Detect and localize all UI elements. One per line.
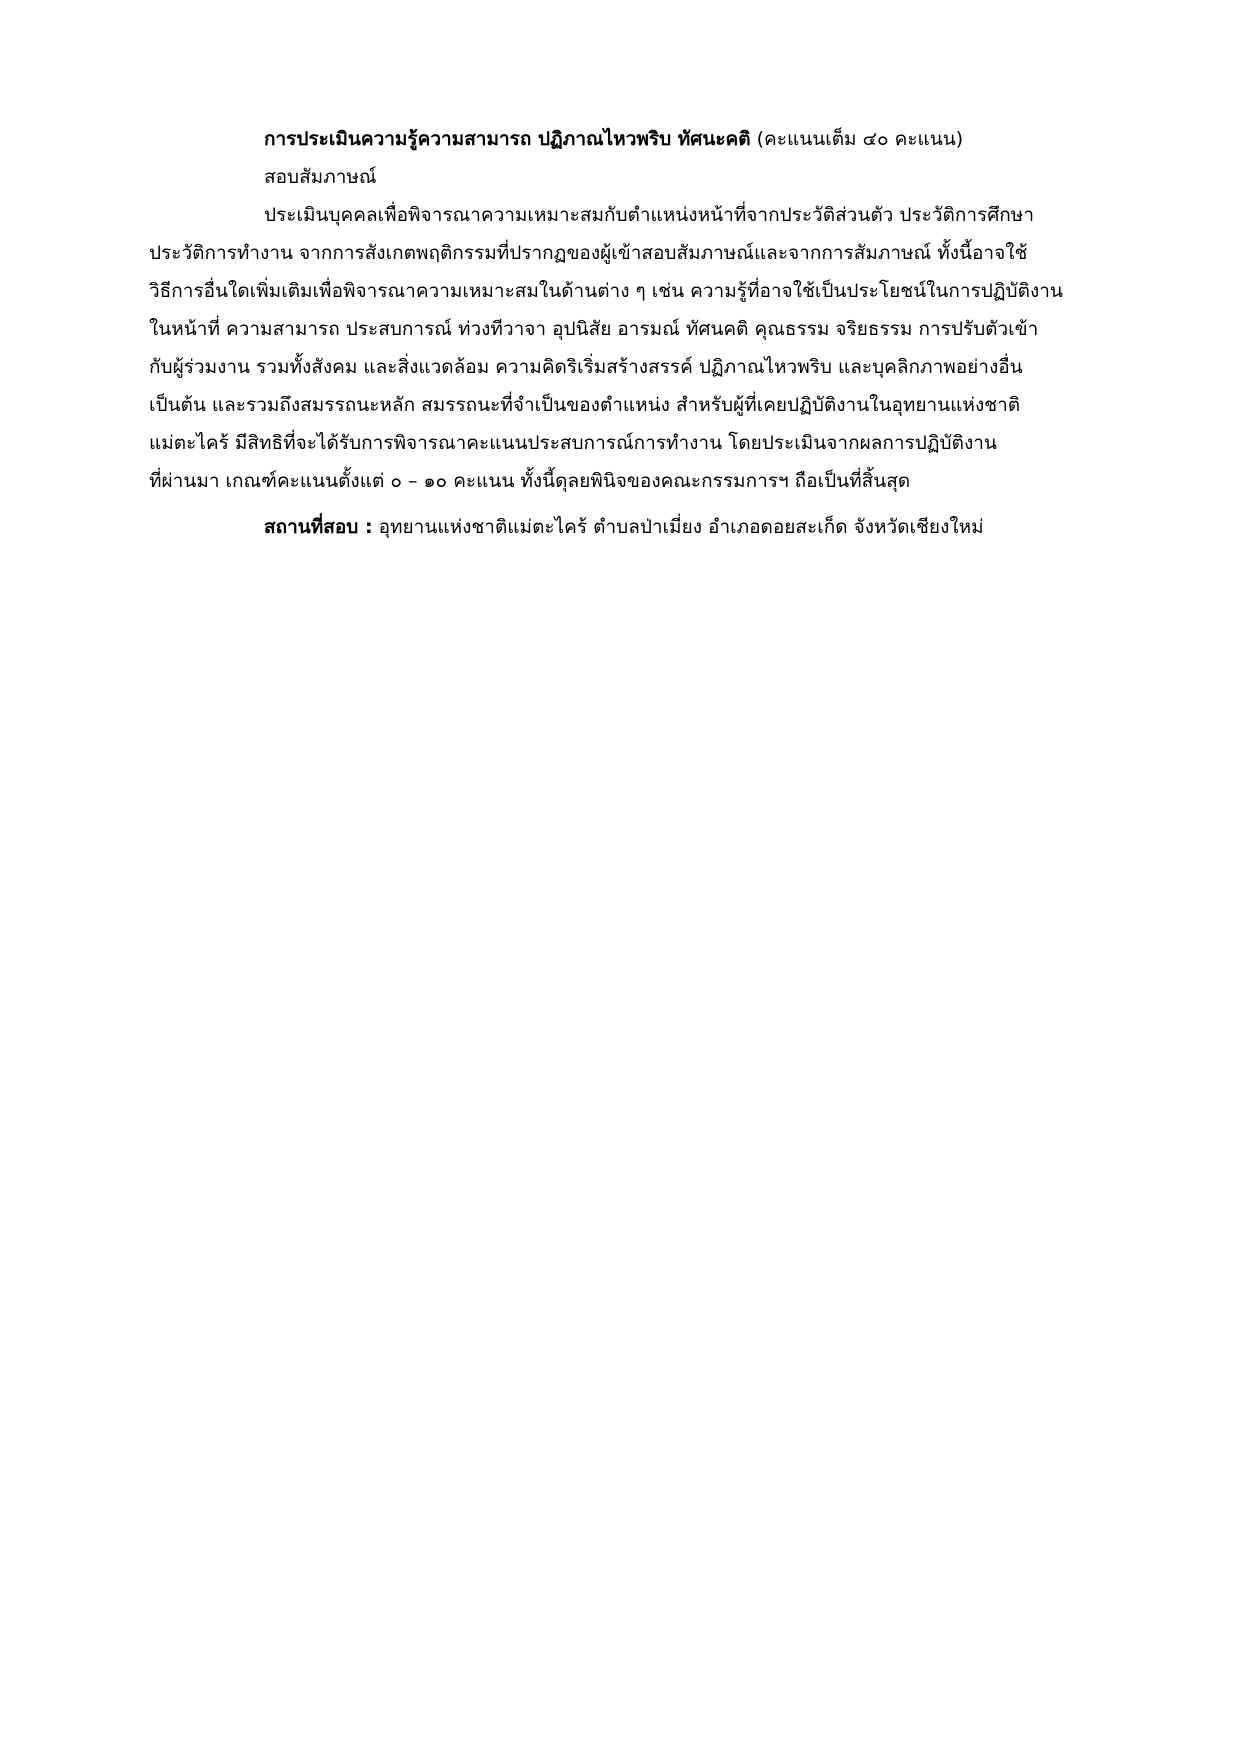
section-subheading: สอบสัมภาษณ์	[264, 166, 377, 188]
body-line: ประเมินบุคคลเพื่อพิจารณาความเหมาะสมกับตำแหน่งหน้าที่จากประวัติส่วนตัว ประวัติการศึกษา	[264, 204, 1034, 226]
body-line: ในหน้าที่ ความสามารถ ประสบการณ์ ท่วงทีวาจา อุปนิสัย อารมณ์ ทัศนคติ คุณธรรม จริยธรรม การปรับตัวเข้า	[149, 318, 1039, 340]
body-line: เป็นต้น และรวมถึงสมรรถนะหลัก สมรรถนะที่จำเป็นของตำแหน่ง สำหรับผู้ที่เคยปฏิบัติงานในอุทยานแห่งชาติ	[149, 394, 1021, 416]
venue-label: สถานที่สอบ :	[264, 516, 373, 538]
section-heading-title: การประเมินความรู้ความสามารถ ปฏิภาณไหวพริบ ทัศนะคติ	[264, 128, 751, 150]
body-line: กับผู้ร่วมงาน รวมทั้งสังคม และสิ่งแวดล้อม ความคิดริเริ่มสร้างสรรค์ ปฏิภาณไหวพริบ และบุคลิกภาพอย่างอื่น	[149, 356, 1023, 378]
body-line: วิธีการอื่นใดเพิ่มเติมเพื่อพิจารณาความเหมาะสมในด้านต่าง ๆ เช่น ความรู้ที่อาจใช้เป็นประโยชน์ในการปฏิบัติงาน	[149, 280, 1063, 302]
section-heading-score-note: (คะแนนเต็ม ๔๐ คะแนน)	[750, 128, 964, 150]
document-content	[149, 120, 1111, 546]
section-heading	[149, 120, 1111, 158]
body-line: แม่ตะไคร้ มีสิทธิที่จะได้รับการพิจารณาคะแนนประสบการณ์การทำงาน โดยประเมินจากผลการปฏิบัติงาน	[149, 432, 997, 454]
body-paragraph	[149, 196, 1111, 500]
venue-line	[149, 508, 1111, 546]
venue-text: อุทยานแห่งชาติแม่ตะไคร้ ตำบลป่าเมี่ยง อำเภอดอยสะเก็ด จังหวัดเชียงใหม่	[372, 516, 984, 538]
body-line: ประวัติการทำงาน จากการสังเกตพฤติกรรมที่ปรากฏของผู้เข้าสอบสัมภาษณ์และจากการสัมภาษณ์ ทั้งนี้อาจใช้	[149, 242, 1028, 264]
body-line: ที่ผ่านมา เกณฑ์คะแนนตั้งแต่ ๐ – ๑๐ คะแนน ทั้งนี้ดุลยพินิจของคณะกรรมการฯ ถือเป็นที่สิ้นสุด	[149, 470, 911, 492]
